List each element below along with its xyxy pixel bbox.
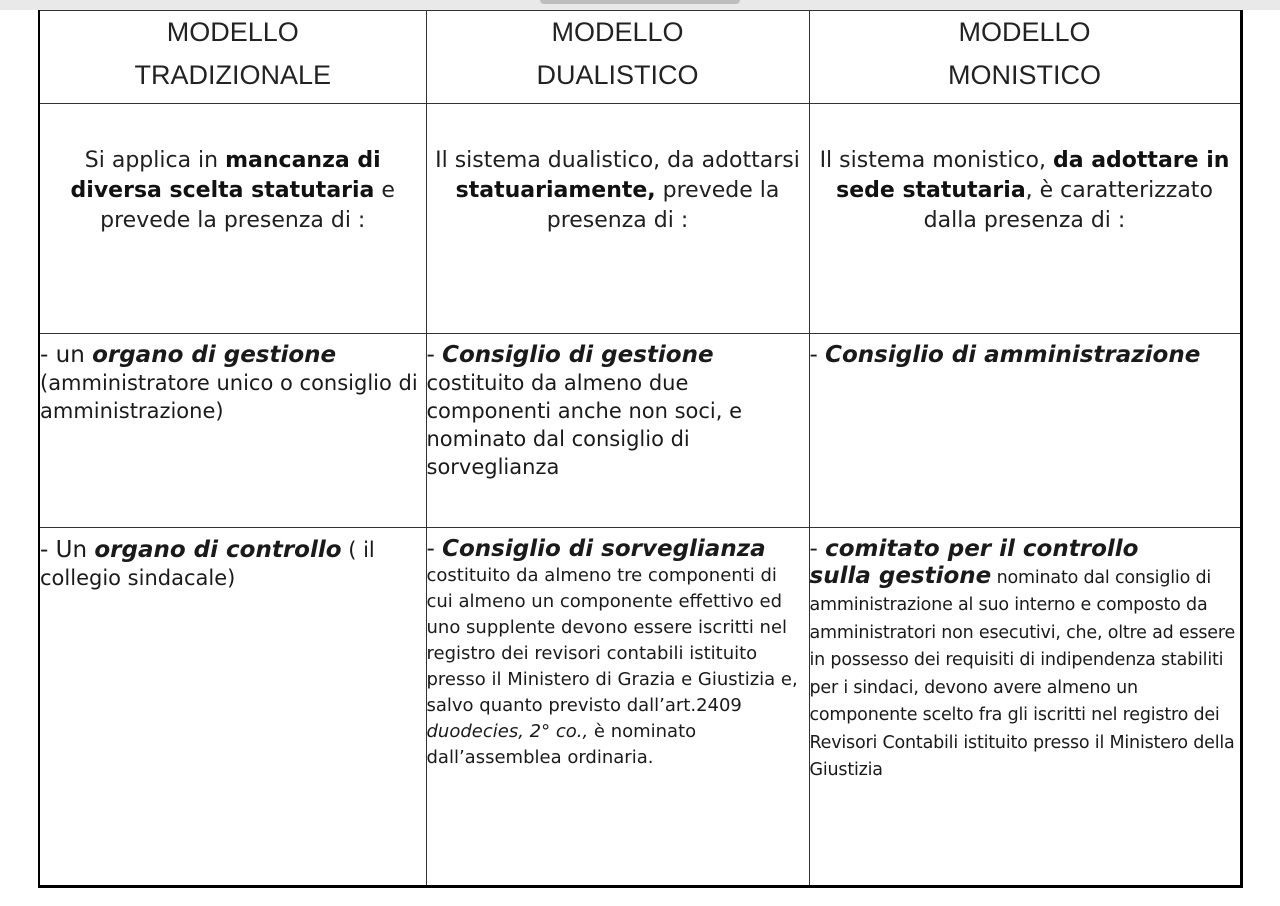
management-row	[39, 334, 1241, 528]
control-text-b: è nominato dall’assemblea ordinaria.	[426, 720, 697, 768]
control-text	[427, 563, 809, 771]
management-text: (amministratore unico o consiglio di amministrazione)	[40, 371, 418, 424]
control-text-a: costituito da almeno tre componenti di cui almeno un componente effettivo ed uno supplente devono essere iscritti nel registro dei revisori contabili istituito presso il Ministero di Grazia e Giustizia e, salvo quanto previsto dall’art.2409	[426, 564, 798, 716]
header-monistico	[809, 11, 1241, 104]
management-title: Consiglio di amministrazione	[825, 342, 1201, 369]
intro-bold: da adottare in sede statutaria	[836, 148, 1230, 204]
intro-bold: mancanza di diversa scelta statutaria	[70, 148, 381, 204]
control-dash: -	[809, 535, 826, 562]
control-text: ( il collegio sindacale)	[40, 537, 375, 590]
management-tradizionale	[39, 334, 426, 528]
control-title: organo di controllo	[94, 536, 342, 563]
intro-text	[812, 146, 1238, 236]
control-tradizionale	[39, 527, 426, 886]
intro-monistico	[809, 104, 1241, 334]
control-title-b: sulla gestione	[809, 562, 992, 589]
management-dash: -	[426, 342, 443, 369]
intro-dualistico	[426, 104, 809, 334]
control-title: Consiglio di sorveglianza	[442, 535, 766, 562]
control-dash: - Un	[40, 536, 95, 563]
intro-post: e prevede la presenza di :	[100, 178, 395, 234]
management-dash: -	[809, 342, 826, 369]
intro-pre: Si applica in	[84, 148, 226, 174]
control-monistico	[809, 527, 1241, 886]
control-text-italic: duodecies, 2° co.,	[426, 720, 589, 742]
control-title-a: comitato per il controllo	[825, 535, 1139, 562]
cut-off-title	[540, 0, 740, 4]
intro-bold: statuariamente,	[455, 178, 656, 204]
header-line1: MODELLO	[166, 17, 299, 47]
intro-pre: Il sistema monistico,	[819, 148, 1053, 174]
control-text: nominato dal consiglio di amministrazione al suo interno e composto da amministratori non esecutivi, che, oltre ad essere in possesso dei requisiti di indipendenza stabiliti per i sindaci, devono avere almeno un componente scelto fra gli iscritti nel registro dei Revisori Contabili istituito presso il Ministero della Giustizia	[809, 567, 1236, 781]
header-dualistico	[426, 11, 809, 104]
management-text: costituito da almeno due componenti anche non soci, e nominato dal consiglio di sorveglianza	[426, 371, 743, 480]
header-tradizionale	[39, 11, 426, 104]
management-dash: - un	[40, 342, 93, 369]
governance-models-table	[38, 10, 1243, 888]
intro-post: , è caratterizzato dalla presenza di :	[923, 178, 1213, 234]
header-line2: MONISTICO	[948, 60, 1101, 90]
intro-row	[39, 104, 1241, 334]
header-line2: TRADIZIONALE	[134, 60, 332, 90]
header-row	[39, 11, 1241, 104]
management-title: organo di gestione	[92, 342, 337, 369]
management-title: Consiglio di gestione	[442, 342, 714, 369]
control-dash: -	[426, 535, 443, 562]
intro-pre: Il sistema dualistico, da adottarsi	[435, 148, 800, 174]
intro-text	[431, 146, 805, 236]
top-edge-strip	[0, 0, 1280, 10]
management-monistico	[809, 334, 1241, 528]
header-line1: MODELLO	[551, 17, 684, 47]
control-row	[39, 527, 1241, 886]
header-line2: DUALISTICO	[536, 60, 699, 90]
intro-text	[44, 146, 422, 236]
intro-post: prevede la presenza di :	[546, 178, 780, 234]
intro-tradizionale	[39, 104, 426, 334]
management-dualistico	[426, 334, 809, 528]
header-line1: MODELLO	[958, 17, 1091, 47]
control-dualistico	[426, 527, 809, 886]
